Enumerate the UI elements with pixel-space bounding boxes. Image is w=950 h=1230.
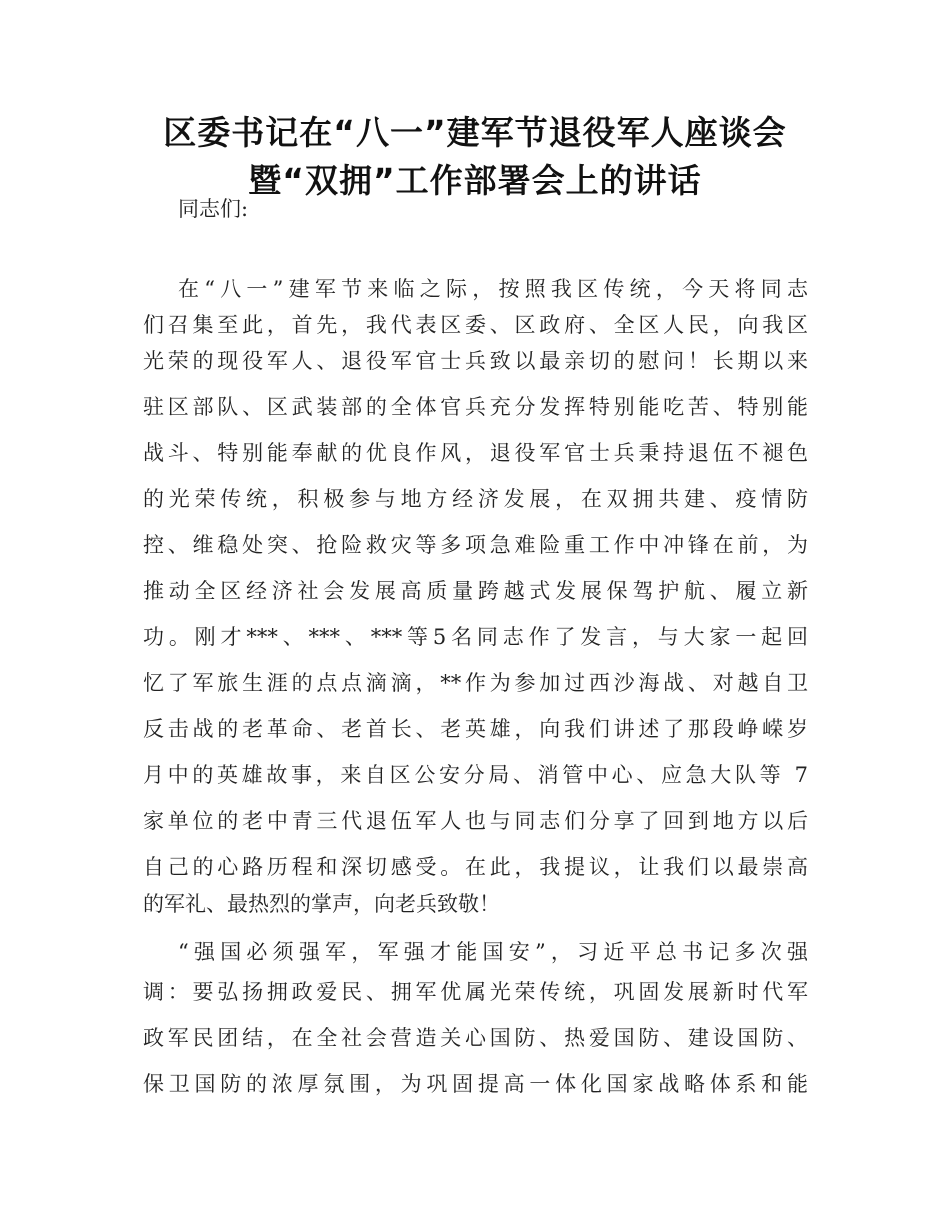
paragraph-line: 月中的英雄故事，来自区公安分局、消管中心、应急大队等 7 <box>143 763 808 787</box>
paragraph-line: 反击战的老革命、老首长、老英雄，向我们讲述了那段峥嵘岁 <box>143 717 808 741</box>
paragraph-line: 自己的心路历程和深切感受。在此，我提议，让我们以最崇高 <box>143 855 808 879</box>
paragraph-line: 功。刚才***、***、***等5名同志作了发言，与大家一起回 <box>143 625 808 649</box>
paragraph-line: 推动全区经济社会发展高质量跨越式发展保驾护航、履立新 <box>143 579 808 603</box>
salutation: 同志们: <box>178 197 249 221</box>
paragraph-line: “强国必须强军，军强才能国安”，习近平总书记多次强 <box>178 940 808 964</box>
paragraph-line: 调：要弘扬拥政爱民、拥军优属光荣传统，巩固发展新时代军 <box>143 980 808 1004</box>
paragraph-line: 战斗、特别能奉献的优良作风，退役军官士兵秉持退伍不褪色 <box>143 441 808 465</box>
paragraph-line: 忆了军旅生涯的点点滴滴，**作为参加过西沙海战、对越自卫 <box>143 671 808 695</box>
paragraph-line: 驻区部队、区武装部的全体官兵充分发挥特别能吃苦、特别能 <box>143 395 808 419</box>
paragraph-line: 的光荣传统，积极参与地方经济发展，在双拥共建、疫情防 <box>143 487 808 511</box>
document-title-line-2: 暨“双拥”工作部署会上的讲话 <box>248 161 702 200</box>
paragraph-line: 控、维稳处突、抢险救灾等多项急难险重工作中冲锋在前，为 <box>143 533 808 557</box>
paragraph-line: 的军礼、最热烈的掌声，向老兵致敬！ <box>143 892 500 916</box>
paragraph-line: 在“八一”建军节来临之际，按照我区传统，今天将同志 <box>178 277 808 301</box>
document-title-line-1: 区委书记在“八一”建军节退役军人座谈会 <box>163 113 787 152</box>
paragraph-line: 政军民团结，在全社会营造关心国防、热爱国防、建设国防、 <box>143 1026 808 1050</box>
paragraph-line: 家单位的老中青三代退伍军人也与同志们分享了回到地方以后 <box>143 809 808 833</box>
paragraph-line: 光荣的现役军人、退役军官士兵致以最亲切的慰问！长期以来 <box>143 349 808 373</box>
paragraph-line: 们召集至此，首先，我代表区委、区政府、全区人民，向我区 <box>143 313 808 337</box>
paragraph-line: 保卫国防的浓厚氛围，为巩固提高一体化国家战略体系和能 <box>143 1072 808 1096</box>
